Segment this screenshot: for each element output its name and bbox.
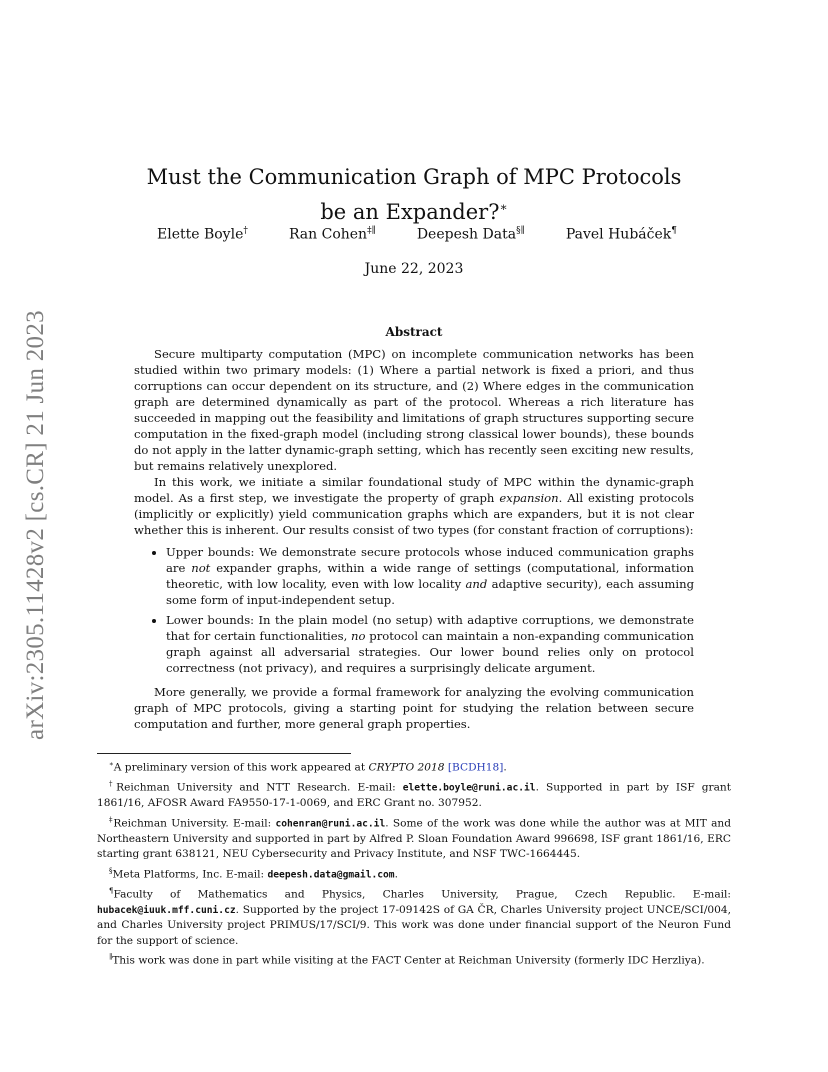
title-line-1: Must the Communication Graph of MPC Protocols [146,165,682,190]
title-footnote-mark: ∗ [499,200,508,215]
email-address: hubacek@iuuk.mff.cuni.cz [97,904,236,916]
footnote: ∥This work was done in part while visiting at the FACT Center at Reichman University (formerly IDC Herzliya). [109,953,705,967]
email-address: deepesh.data@gmail.com [267,869,395,881]
abstract-heading: Abstract [385,325,443,339]
footnote-divider [97,753,351,754]
list-item: • Lower bounds: In the plain model (no setup) with adaptive corruptions, we demonstrate that for certain functionalities, no protocol can maintain a non-expanding communication graph against all adversarial strategies. Our lower bound relies only on protocol correctness (not privacy), and requires a surprisingly delicate argument. [166,612,694,676]
footnote: §Meta Platforms, Inc. E-mail: deepesh.data@gmail.com. [109,866,398,881]
footnotes-section [97,757,731,970]
abstract-paragraph-1: Secure multiparty computation (MPC) on incomplete communication networks has been studied within two primary models: (1) Where a partial network is fixed a priori, and thus corruptions can occur dependent on its structure, and (2) Where edges in the communication graph are determined dynamically as part of the protocol. Whereas a rich literature has succeeded in mapping out the feasibility and limitations of graph structures supporting secure computation in the fixed-graph model (including strong classical lower bounds), these bounds do not apply in the latter dynamic-graph setting, which has recently seen exciting new results, but remains relatively unexplored. [134,347,694,473]
footnote: ‡Reichman University. E-mail: cohenran@runi.ac.il. Some of the work was done while the author was at MIT and Northeastern University and supported in part by Alfred P. Sloan Foundation Award 996698, ISF grant 1861/16, ERC starting grant 638121, NEU Cybersecurity and Privacy Institute, and NSF TWC-1664445. [97,815,731,861]
abstract-section [134,324,694,732]
author: Deepesh Data§∥ [416,226,525,243]
footnote: ∗A preliminary version of this work appeared at CRYPTO 2018 [BCDH18]. [109,760,507,774]
footnote: ¶Faculty of Mathematics and Physics, Charles University, Prague, Czech Republic. E-mail: hubacek@iuuk.mff.cuni.cz. Supported by the project 17-09142S of GA ČR, Charles University project UNCE/SCI/004, and Charles University project PRIMUS/17/SCI/9. This work was done under financial support of the Neuron Fund for the support of science. [97,886,731,947]
email-address: elette.boyle@runi.ac.il [402,782,536,794]
abstract-paragraph-3: More generally, we provide a formal framework for analyzing the evolving communication graph of MPC protocols, giving a starting point for studying the relation between secure computation and further, more general graph properties. [134,685,694,731]
paper-date: June 22, 2023 [364,261,464,277]
paper-title [97,162,731,227]
footnote: †Reichman University and NTT Research. E-mail: elette.boyle@runi.ac.il. Supported in part by ISF grant 1861/16, AFOSR Award FA9550-17-1-0069, and ERC Grant no. 307952. [97,780,731,810]
author: Pavel Hubáček¶ [565,226,677,243]
author: Elette Boyle† [157,226,248,243]
arxiv-id-text: arXiv:2305.11428v2 [cs.CR] 21 Jun 2023 [22,310,49,740]
arxiv-identifier-stamp [16,290,56,760]
title-line-2: be an Expander? [320,200,500,225]
results-list [134,544,694,676]
author: Ran Cohen‡∥ [288,226,376,243]
citation-link[interactable]: [BCDH18] [447,761,504,774]
author-list [157,226,677,243]
abstract-paragraph-2: In this work, we initiate a similar foundational study of MPC within the dynamic-graph model. As a first step, we investigate the property of graph expansion. All existing protocols (implicitly or explicitly) yield communication graphs which are expanders, but it is not clear whether this is inherent. Our results consist of two types (for constant fraction of corruptions): [134,475,694,537]
list-item: • Upper bounds: We demonstrate secure protocols whose induced communication graphs are not expander graphs, within a wide range of settings (computational, information theoretic, with low locality, even with low locality and adaptive security), each assuming some form of input-independent setup. [166,544,694,608]
email-address: cohenran@runi.ac.il [275,818,386,830]
